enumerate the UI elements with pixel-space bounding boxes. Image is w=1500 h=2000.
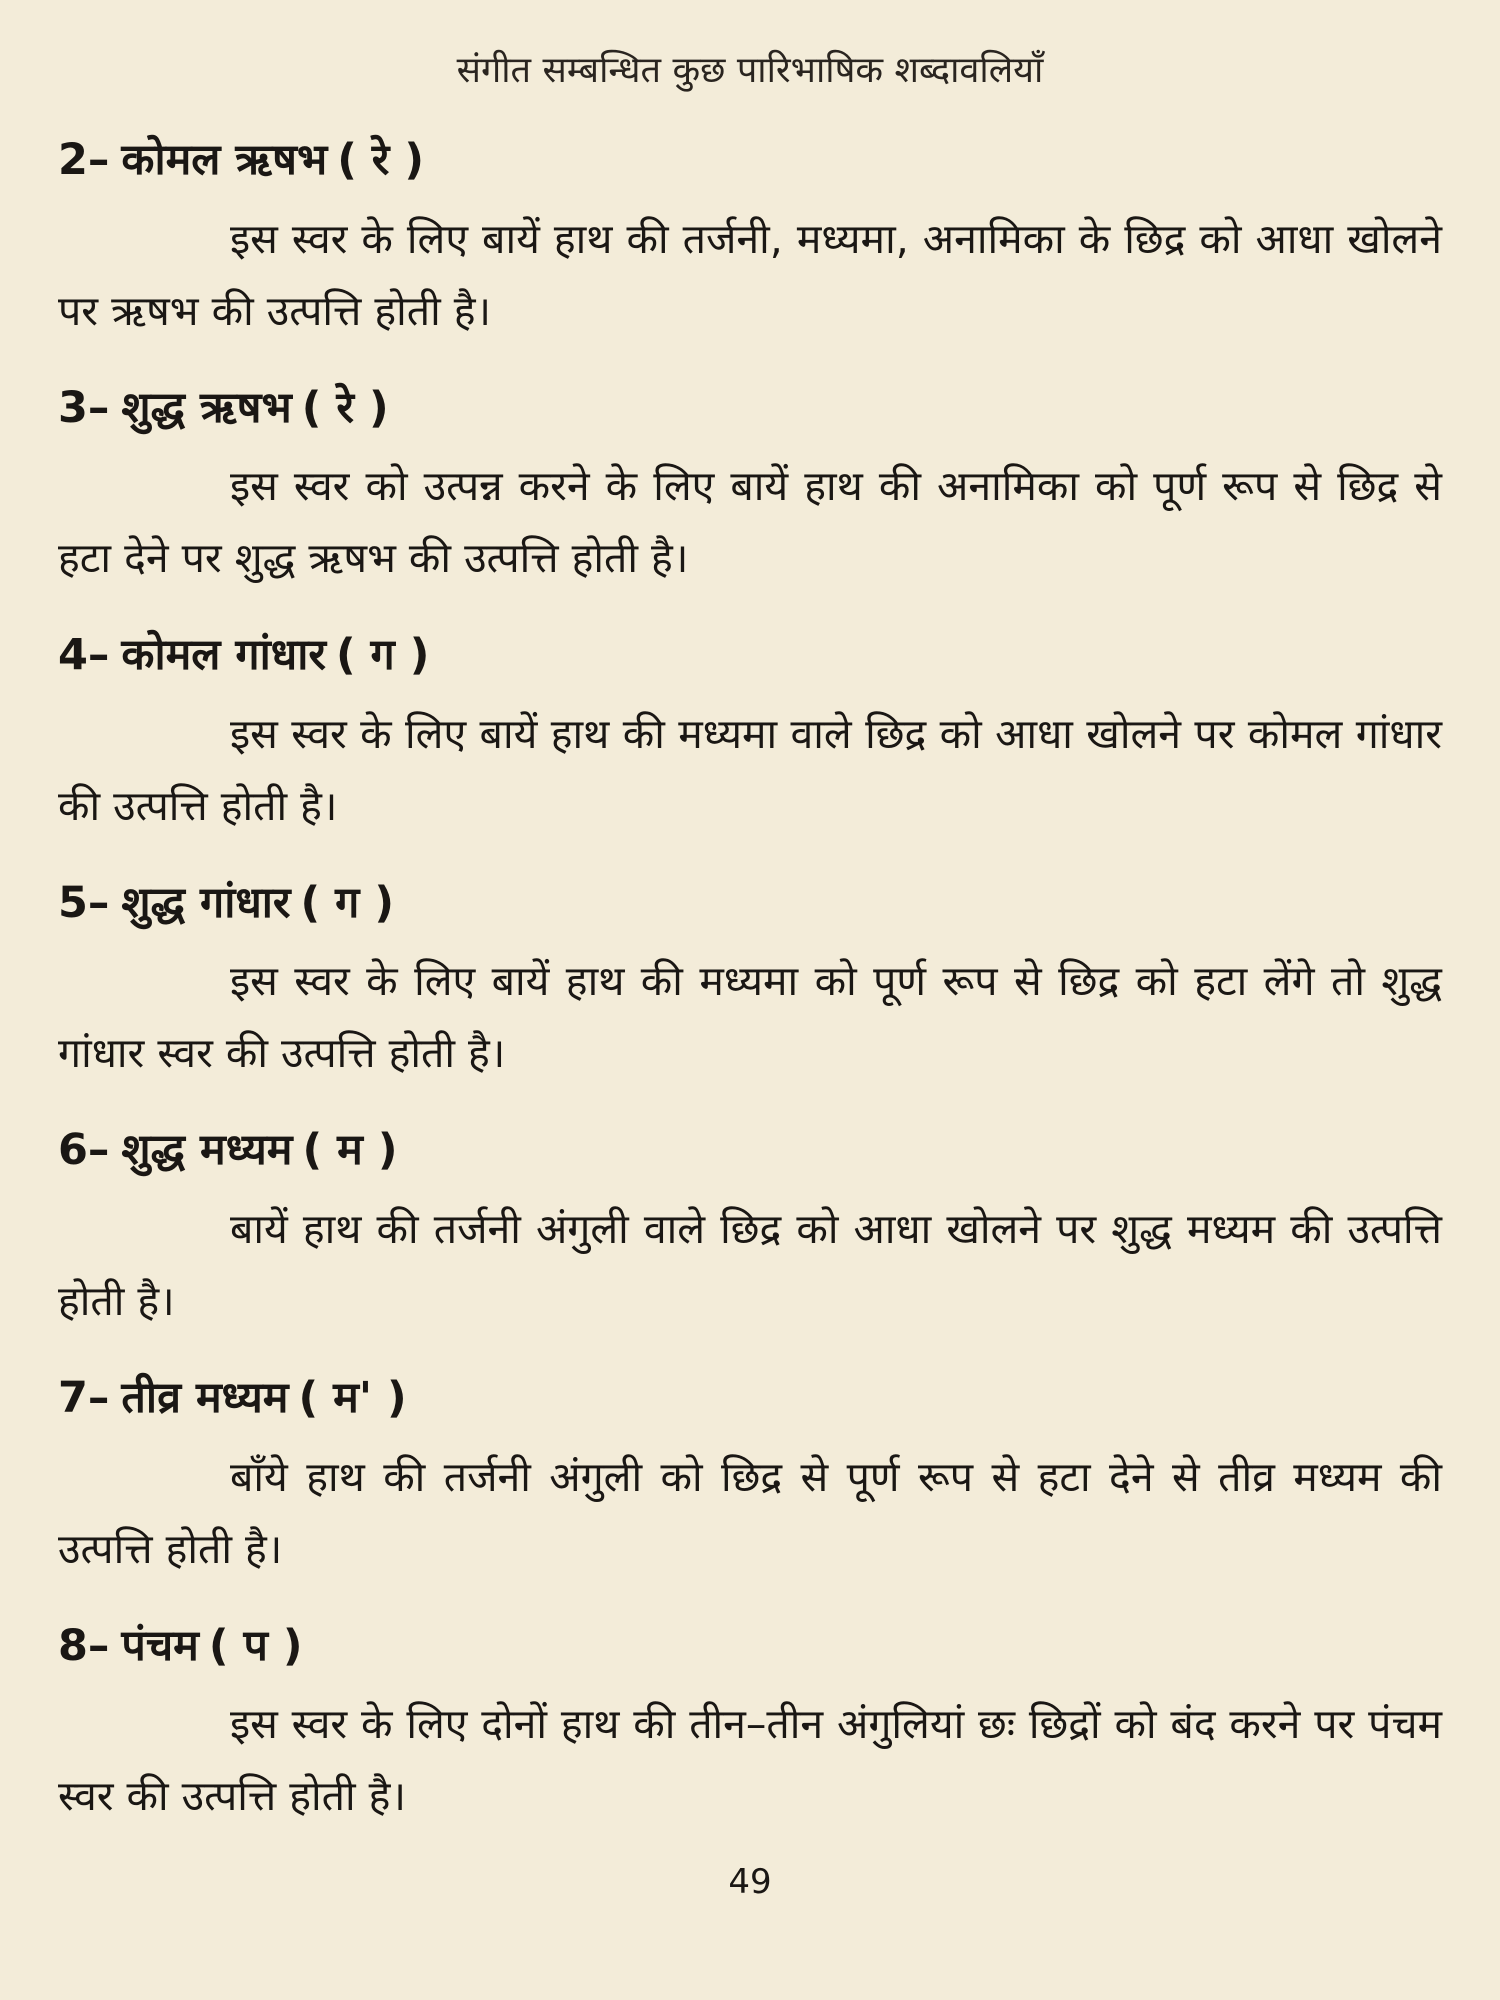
section-number: 3– — [58, 382, 110, 433]
section-teevra-madhyam — [58, 1373, 1448, 1585]
section-body: इस स्वर के लिए बायें हाथ की तर्जनी, मध्यमा, अनामिका के छिद्र को आधा खोलने पर ऋषभ की उत्पत्ति होती है। — [58, 214, 1442, 335]
section-symbol: ( ग ) — [335, 630, 430, 681]
section-symbol: ( म' ) — [298, 1372, 407, 1423]
section-body: बाँये हाथ की तर्जनी अंगुली को छिद्र से पूर्ण रूप से हटा देने से तीव्र मध्यम की उत्पत्ति होती है। — [58, 1452, 1442, 1573]
section-heading — [58, 1621, 1448, 1673]
section-symbol: ( रे ) — [337, 135, 425, 185]
section-symbol: ( म ) — [302, 1125, 398, 1176]
section-body: इस स्वर को उत्पन्न करने के लिए बायें हाथ की अनामिका को पूर्ण रूप से छिद्र से हटा देने पर शुद्ध ऋषभ की उत्पत्ति होती है। — [58, 462, 1442, 583]
page-number: 49 — [728, 1862, 772, 1902]
section-shuddh-madhyam — [58, 1125, 1448, 1337]
section-heading — [58, 1373, 1448, 1425]
section-title: शुद्ध मध्यम — [121, 1125, 293, 1176]
section-pancham — [58, 1621, 1448, 1833]
section-title: कोमल गांधार — [121, 630, 326, 681]
section-heading — [58, 135, 1448, 187]
section-title: कोमल ऋषभ — [121, 135, 328, 185]
section-heading — [58, 878, 1448, 930]
section-number: 7– — [58, 1372, 110, 1423]
section-number: 4– — [58, 630, 110, 681]
section-title: पंचम — [121, 1620, 199, 1671]
section-shuddh-gandhar — [58, 878, 1448, 1090]
section-heading — [58, 630, 1448, 682]
section-heading — [58, 383, 1448, 435]
section-number: 5– — [58, 877, 110, 928]
section-number: 2– — [58, 135, 110, 185]
running-head: संगीत सम्बन्धित कुछ पारिभाषिक शब्दावलियाँ — [456, 50, 1044, 91]
section-heading — [58, 1125, 1448, 1177]
section-title: शुद्ध ऋषभ — [121, 382, 292, 433]
section-title: शुद्ध गांधार — [121, 877, 291, 928]
section-symbol: ( प ) — [208, 1620, 303, 1671]
section-body: इस स्वर के लिए दोनों हाथ की तीन–तीन अंगुलियां छः छिद्रों को बंद करने पर पंचम स्वर की उत्पत्ति होती है। — [58, 1700, 1442, 1821]
section-shuddh-rishabh — [58, 383, 1448, 595]
section-symbol: ( रे ) — [301, 382, 389, 433]
section-number: 6– — [58, 1125, 110, 1176]
section-title: तीव्र मध्यम — [121, 1372, 289, 1423]
section-komal-gandhar — [58, 630, 1448, 842]
section-body: बायें हाथ की तर्जनी अंगुली वाले छिद्र को आधा खोलने पर शुद्ध मध्यम की उत्पत्ति होती है। — [58, 1204, 1442, 1325]
section-body: इस स्वर के लिए बायें हाथ की मध्यमा वाले छिद्र को आधा खोलने पर कोमल गांधार की उत्पत्ति होती है। — [58, 709, 1442, 830]
section-body: इस स्वर के लिए बायें हाथ की मध्यमा को पूर्ण रूप से छिद्र को हटा लेंगे तो शुद्ध गांधार स्वर की उत्पत्ति होती है। — [58, 957, 1442, 1078]
section-number: 8– — [58, 1620, 110, 1671]
section-komal-rishabh — [58, 135, 1448, 347]
page-content — [58, 135, 1448, 1868]
section-symbol: ( ग ) — [300, 877, 394, 928]
